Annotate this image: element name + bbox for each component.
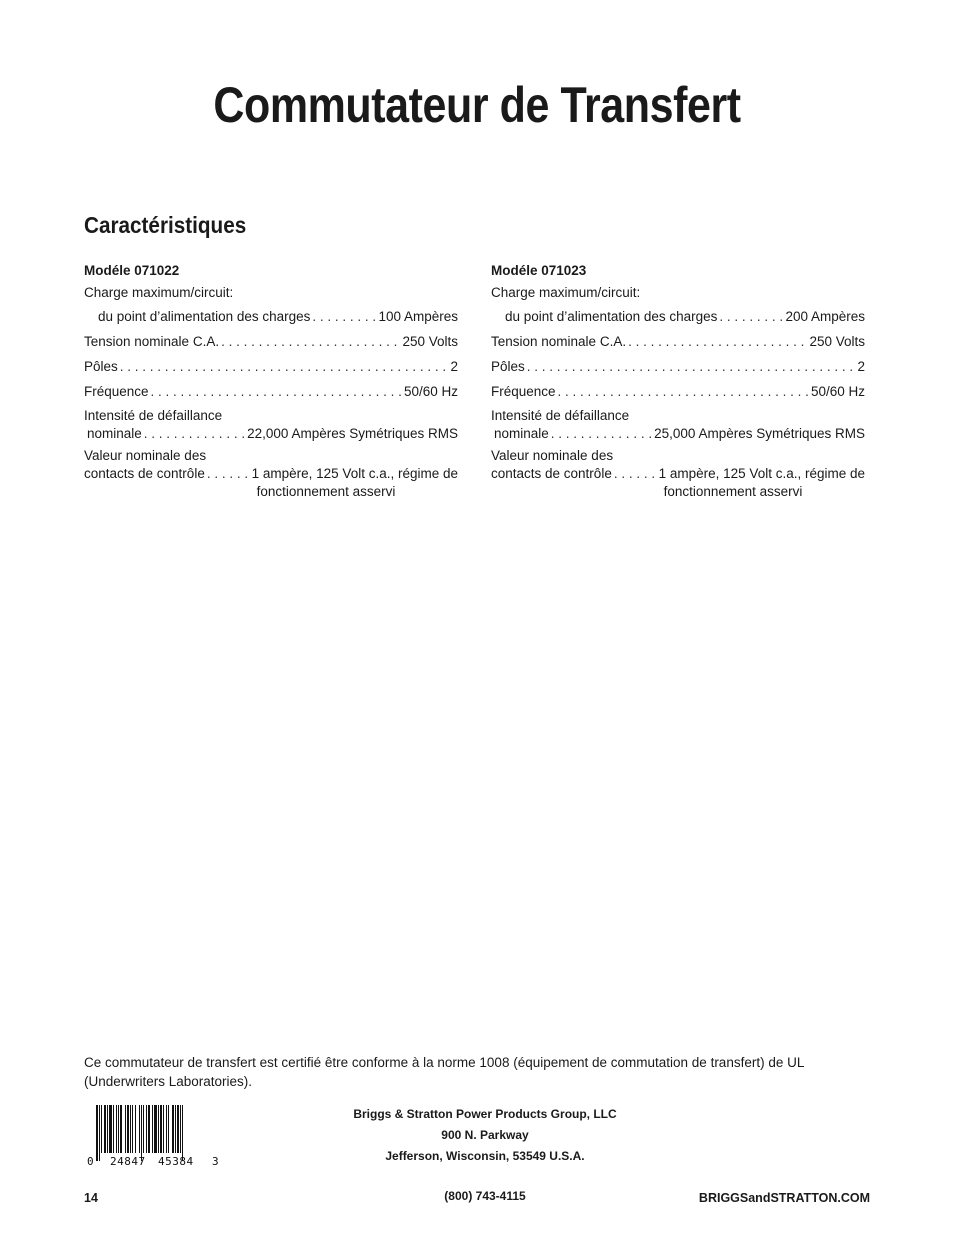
spec-row-poles xyxy=(491,356,865,378)
barcode-bar xyxy=(148,1105,150,1153)
spec-row-frequency xyxy=(84,381,458,403)
spec-row-feed xyxy=(491,306,865,328)
spec-value: 50/60 Hz xyxy=(403,384,458,399)
spec-row-frequency xyxy=(491,381,865,403)
charge-label: Charge maximum/circuit: xyxy=(84,285,234,300)
barcode-bar xyxy=(175,1105,176,1153)
spec-label: Fréquence xyxy=(491,384,556,399)
spec-row-voltage xyxy=(84,331,458,353)
upc-barcode xyxy=(86,1105,222,1167)
spec-value: 22,000 Ampères Symétriques RMS xyxy=(247,426,458,441)
barcode-bar xyxy=(146,1105,147,1153)
spec-value: 25,000 Ampères Symétriques RMS xyxy=(654,426,865,441)
spec-label: Intensité de défaillance xyxy=(491,408,630,423)
spec-label: Intensité de défaillance xyxy=(84,408,223,423)
barcode-bar xyxy=(135,1105,136,1153)
leader-dots xyxy=(151,381,402,403)
leader-dots xyxy=(628,331,807,353)
spec-row-fault xyxy=(491,425,865,443)
spec-label: contacts de contrôle xyxy=(491,466,612,481)
spec-label: contacts de contrôle xyxy=(84,466,205,481)
spec-label: nominale xyxy=(87,426,142,441)
spec-label: du point d’alimentation des charges xyxy=(98,309,311,324)
barcode-bar xyxy=(130,1105,131,1153)
leader-dots xyxy=(207,465,250,483)
street-address: 900 N. Parkway xyxy=(441,1128,529,1142)
spec-row-contacts xyxy=(84,465,458,483)
barcode-bar xyxy=(158,1105,159,1153)
barcode-bar xyxy=(127,1105,129,1153)
barcode-bar xyxy=(107,1105,108,1153)
barcode-bar xyxy=(177,1105,179,1153)
spec-label: Fréquence xyxy=(84,384,149,399)
barcode-bar xyxy=(154,1105,157,1153)
barcode-bar xyxy=(132,1105,133,1153)
spec-value: 100 Ampères xyxy=(378,309,458,324)
barcode-bar xyxy=(139,1105,140,1153)
charge-label: Charge maximum/circuit: xyxy=(491,285,641,300)
barcode-bar xyxy=(116,1105,117,1153)
phone-number: (800) 743-4115 xyxy=(444,1189,526,1203)
barcode-bar xyxy=(168,1105,169,1153)
spec-label: Tension nominale C.A. xyxy=(84,334,220,349)
spec-value: 250 Volts xyxy=(809,334,865,349)
barcode-bar xyxy=(120,1105,122,1153)
barcode-digits-group2: 45384 xyxy=(158,1155,194,1167)
website-url: BRIGGSandSTRATTON.COM xyxy=(698,1191,870,1205)
barcode-bar xyxy=(180,1105,181,1153)
spec-row-voltage xyxy=(491,331,865,353)
leader-dots xyxy=(144,425,245,443)
barcode-bar xyxy=(143,1105,144,1153)
spec-label: nominale xyxy=(494,426,549,441)
barcode-bar xyxy=(109,1105,112,1153)
spec-label: Pôles xyxy=(491,359,525,374)
model-name: Modéle 071022 xyxy=(84,263,180,278)
barcode-bar xyxy=(166,1105,167,1153)
barcode-bar xyxy=(101,1105,102,1153)
spec-row-poles xyxy=(84,356,458,378)
spec-label: Valeur nominale des xyxy=(84,448,207,463)
spec-label: Valeur nominale des xyxy=(491,448,614,463)
leader-dots xyxy=(558,381,809,403)
leader-dots xyxy=(221,331,400,353)
barcode-bar xyxy=(141,1105,142,1161)
spec-block-contacts xyxy=(491,447,865,501)
barcode-bar xyxy=(152,1105,153,1153)
barcode-digit-left: 0 xyxy=(87,1155,94,1167)
barcode-digits-group1: 24847 xyxy=(110,1155,146,1167)
barcode-bar xyxy=(125,1105,126,1153)
company-address xyxy=(290,1104,680,1167)
city-address: Jefferson, Wisconsin, 53549 U.S.A. xyxy=(385,1149,585,1163)
leader-dots xyxy=(614,465,657,483)
spec-column-model-071022 xyxy=(84,262,458,501)
leader-dots xyxy=(527,356,856,378)
barcode-bar xyxy=(160,1105,162,1153)
barcode-bar xyxy=(118,1105,119,1153)
spec-value-continued: fonctionnement asservi xyxy=(256,484,396,499)
page-title: Commutateur de Transfert xyxy=(213,77,741,133)
barcode-bar xyxy=(99,1105,100,1161)
spec-value: 2 xyxy=(857,359,865,374)
spec-column-model-071023 xyxy=(491,262,865,501)
leader-dots xyxy=(551,425,652,443)
leader-dots xyxy=(312,306,376,328)
company-name: Briggs & Stratton Power Products Group, LLC xyxy=(353,1107,617,1121)
spec-value: 50/60 Hz xyxy=(810,384,865,399)
page-number: 14 xyxy=(84,1191,98,1205)
barcode-bar xyxy=(104,1105,106,1153)
leader-dots xyxy=(120,356,449,378)
section-title: Caractéristiques xyxy=(84,212,247,238)
barcode-digit-right: 3 xyxy=(212,1155,219,1167)
spec-value: 1 ampère, 125 Volt c.a., régime de xyxy=(251,466,458,481)
spec-label: Tension nominale C.A. xyxy=(491,334,627,349)
spec-label: Pôles xyxy=(84,359,118,374)
barcode-bar xyxy=(163,1105,164,1153)
barcode-bar xyxy=(182,1105,183,1161)
spec-value: 250 Volts xyxy=(402,334,458,349)
spec-value-continued: fonctionnement asservi xyxy=(663,484,803,499)
leader-dots xyxy=(719,306,783,328)
spec-row-fault xyxy=(84,425,458,443)
spec-value: 2 xyxy=(450,359,458,374)
spec-row-contacts xyxy=(491,465,865,483)
barcode-bar xyxy=(172,1105,174,1153)
barcode-bar xyxy=(113,1105,114,1153)
spec-label: du point d’alimentation des charges xyxy=(505,309,718,324)
spec-block-fault xyxy=(491,407,865,443)
spec-value: 1 ampère, 125 Volt c.a., régime de xyxy=(658,466,865,481)
certification-statement: Ce commutateur de transfert est certifié être conforme à la norme 1008 (équipement de commutation de transfert) de UL (Underwriters Laboratories). xyxy=(84,1055,804,1089)
spec-value: 200 Ampères xyxy=(785,309,865,324)
model-name: Modéle 071023 xyxy=(491,263,587,278)
spec-block-fault xyxy=(84,407,458,443)
spec-row-feed xyxy=(84,306,458,328)
spec-block-contacts xyxy=(84,447,458,501)
barcode-bar xyxy=(96,1105,98,1161)
